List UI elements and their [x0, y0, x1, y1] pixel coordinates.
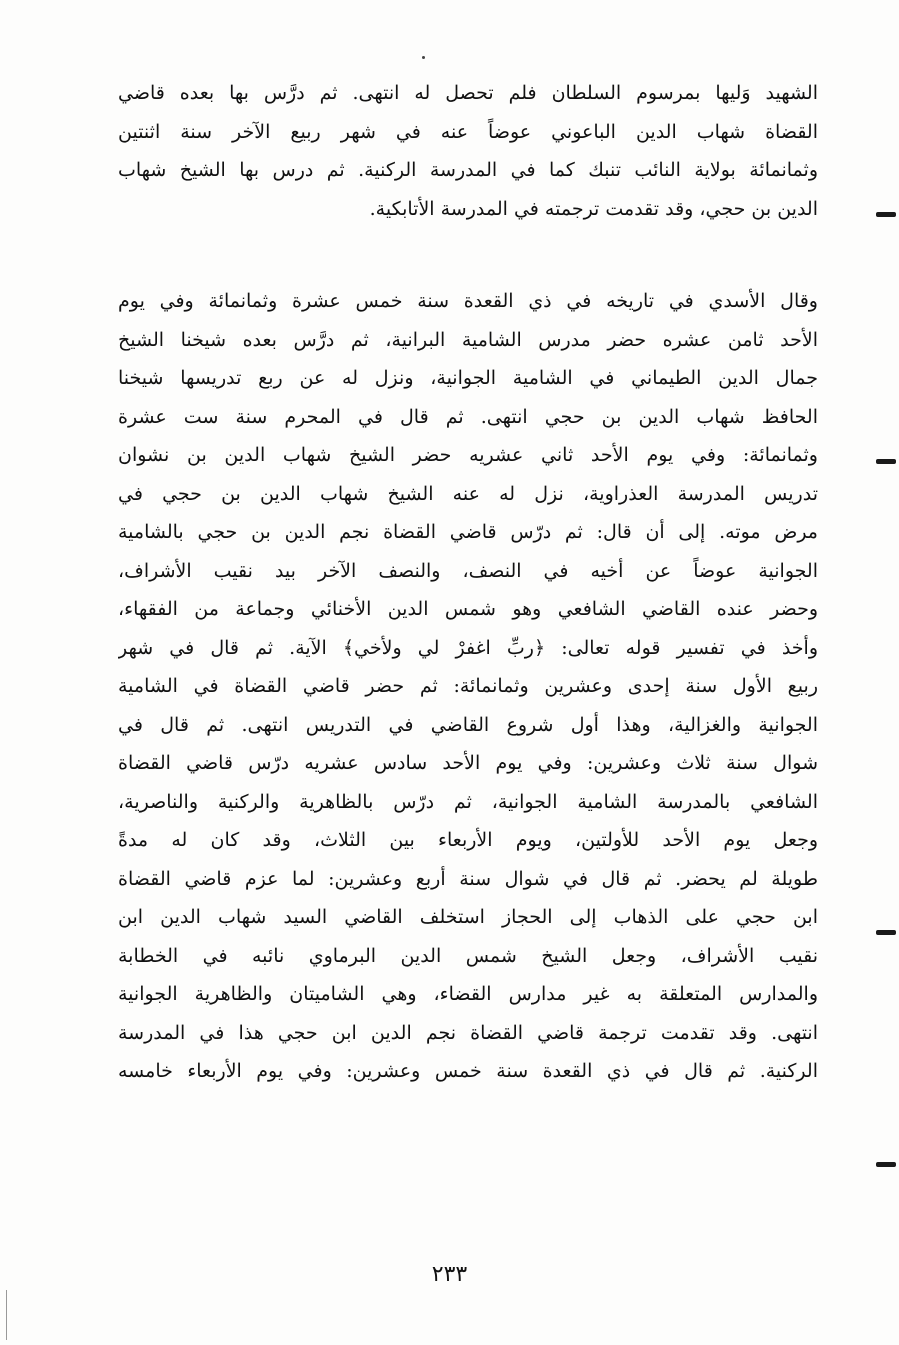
text-line: ابن حجي على الذهاب إلى الحجاز استخلف القاضي السيد شهاب الدين ابن [118, 906, 818, 928]
text-line: ربيع الأول سنة إحدى وعشرين وثمانمائة: ثم حضر قاضي القضاة في الشامية [118, 675, 818, 697]
margin-tick-mark [876, 459, 896, 464]
text-line: الركنية. ثم قال في ذي القعدة سنة خمس وعشرين: وفي يوم الأربعاء خامسه [118, 1060, 818, 1082]
text-line: الجوانية عوضاً عن أخيه في النصف، والنصف الآخر بيد نقيب الأشراف، [118, 559, 818, 582]
text-line: مرض موته. إلى أن قال: ثم درّس قاضي القضاة نجم الدين بن حجي بالشامية [118, 521, 818, 543]
text-line: وأخذ في تفسير قوله تعالى: ﴿ربِّ اغفرْ لي ولأخي﴾ الآية. ثم قال في شهر [118, 636, 818, 659]
text-line: وقال الأسدي في تاريخه في ذي القعدة سنة خمس عشرة وثمانمائة وفي يوم [118, 290, 818, 312]
text-line: الحافظ شهاب الدين بن حجي انتهى. ثم قال في المحرم سنة ست عشرة [118, 405, 818, 428]
text-line: وثمانمائة: وفي يوم الأحد ثاني عشريه حضر الشيخ شهاب الدين بن نشوان [118, 444, 818, 466]
text-line: الدين بن حجي، وقد تقدمت ترجمته في المدرسة الأتابكية. [369, 197, 818, 220]
page-number: ٢٣٣ [431, 1262, 468, 1287]
text-line: وجعل يوم الأحد للأولتين، ويوم الأربعاء بين الثلاث، وقد كان له مدةً [118, 829, 818, 851]
text-line: طويلة لم يحضر. ثم قال في شوال سنة أربع وعشرين: لما عزم قاضي القضاة [118, 867, 818, 890]
paragraph-2 [118, 282, 818, 1091]
text-line: الشافعي بالمدرسة الشامية الجوانية، ثم درّس بالظاهرية والركنية والناصرية، [118, 790, 818, 813]
text-line: الجوانية والغزالية، وهذا أول شروع القاضي في التدريس انتهى. ثم قال في [118, 713, 818, 736]
edge-rule [6, 1290, 7, 1340]
text-line: نقيب الأشراف، وجعل الشيخ شمس الدين البرماوي نائبه في الخطابة [118, 944, 818, 967]
margin-tick-mark [876, 212, 896, 217]
margin-tick-mark [876, 1162, 896, 1167]
text-line: جمال الدين الطيماني في الشامية الجوانية، ونزل له عن ربع تدريسها شيخنا [118, 367, 818, 389]
text-line: وثمانمائة بولاية النائب تنبك كما في المدرسة الركنية. ثم درس بها الشيخ شهاب [118, 159, 818, 181]
margin-tick-mark [876, 930, 896, 935]
text-line: وحضر عنده القاضي الشافعي وهو شمس الدين الأخنائي وجماعة من الفقهاء، [118, 598, 818, 620]
text-line: والمدارس المتعلقة به غير مدارس القضاء، وهي الشاميتان والظاهرية الجوانية [118, 983, 818, 1005]
top-dot-mark [422, 56, 425, 59]
paragraph-1 [118, 74, 818, 228]
text-line: تدريس المدرسة العذراوية، نزل له عنه الشيخ شهاب الدين بن حجي في [118, 482, 818, 505]
text-line: الأحد ثامن عشره حضر مدرس الشامية البرانية، ثم درَّس بعده شيخنا الشيخ [118, 328, 818, 351]
text-line: انتهى. وقد تقدمت ترجمة قاضي القضاة نجم الدين ابن حجي هذا في المدرسة [118, 1021, 818, 1044]
text-line: القضاة شهاب الدين الباعوني عوضاً عنه في شهر ربيع الآخر سنة اثنتين [118, 120, 818, 143]
text-line: شوال سنة ثلاث وعشرين: وفي يوم الأحد سادس عشريه درّس قاضي القضاة [118, 752, 818, 774]
text-line: الشهيد وَليها بمرسوم السلطان فلم تحصل له انتهى. ثم درَّس بها بعده قاضي [118, 82, 818, 104]
